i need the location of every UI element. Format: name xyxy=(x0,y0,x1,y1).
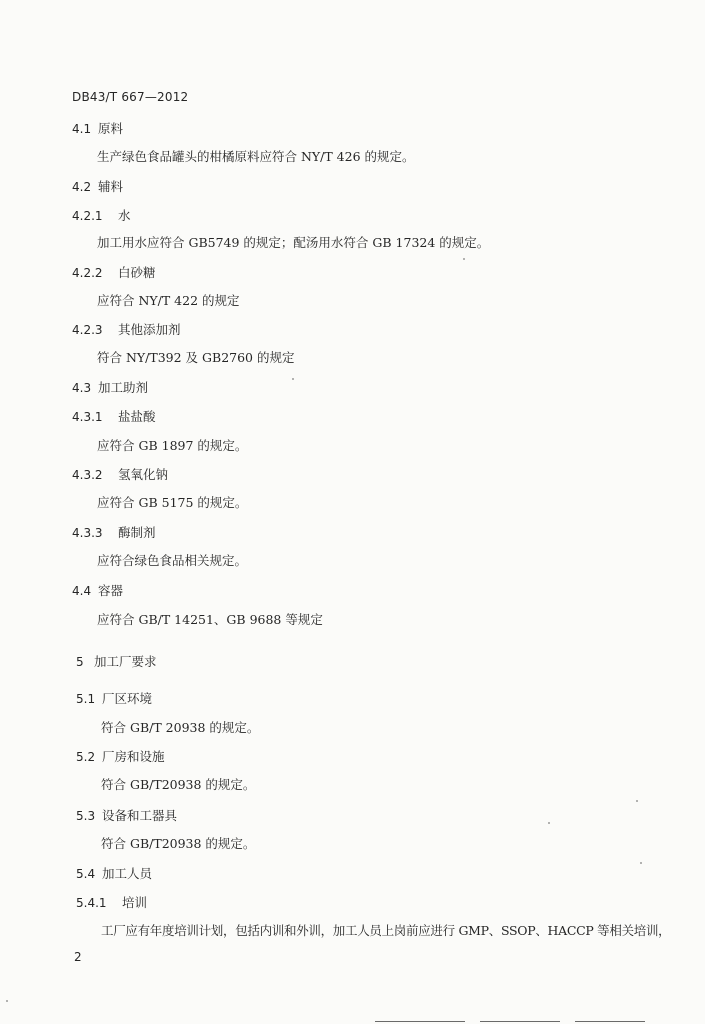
standard-number-header: DB43/T 667—2012 xyxy=(72,90,189,104)
section-title: 厂区环境 xyxy=(102,691,153,706)
section-title: 原料 xyxy=(98,121,124,136)
section-title: 容器 xyxy=(98,583,124,598)
section-heading xyxy=(72,465,168,483)
section-number: 5 xyxy=(76,655,84,669)
section-heading xyxy=(72,119,123,137)
section-title: 酶制剂 xyxy=(118,525,156,540)
page-number: 2 xyxy=(74,950,82,964)
section-heading xyxy=(76,747,165,765)
section-number: 5.4 xyxy=(76,867,96,881)
section-heading xyxy=(76,864,152,882)
section-number: 4.3 xyxy=(72,381,92,395)
section-title: 厂房和设施 xyxy=(102,749,165,764)
paragraph: 生产绿色食品罐头的柑橘原料应符合 NY/T 426 的规定。 xyxy=(97,149,415,164)
section-number: 5.4.1 xyxy=(76,896,107,910)
scan-speck xyxy=(292,378,294,380)
scan-speck xyxy=(548,822,550,824)
section-title: 其他添加剂 xyxy=(118,322,181,337)
scan-artifact-line xyxy=(375,1021,465,1022)
paragraph: 应符合绿色食品相关规定。 xyxy=(97,553,248,568)
paragraph: 应符合 GB 5175 的规定。 xyxy=(97,495,248,510)
section-title: 辅料 xyxy=(98,179,124,194)
section-title: 加工厂要求 xyxy=(94,654,157,669)
section-title: 加工助剂 xyxy=(98,380,149,395)
section-heading xyxy=(76,806,177,824)
scan-speck xyxy=(636,800,638,802)
scan-speck xyxy=(463,258,465,260)
scan-artifact-line xyxy=(575,1021,645,1022)
paragraph: 符合 GB/T20938 的规定。 xyxy=(101,836,256,851)
section-number: 4.2 xyxy=(72,180,92,194)
scan-speck xyxy=(640,862,642,864)
paragraph: 符合 NY/T392 及 GB2760 的规定 xyxy=(97,350,295,365)
scan-speck xyxy=(6,1000,8,1002)
section-heading xyxy=(72,581,123,599)
section-title: 设备和工器具 xyxy=(102,808,178,823)
section-heading xyxy=(76,893,147,911)
paragraph: 符合 GB/T 20938 的规定。 xyxy=(101,720,260,735)
paragraph: 工厂应有年度培训计划，包括内训和外训，加工人员上岗前应进行 GMP、SSOP、HACCP 等相关培训， xyxy=(101,923,671,938)
section-number: 4.4 xyxy=(72,584,92,598)
chapter-heading xyxy=(76,652,157,670)
section-number: 5.1 xyxy=(76,692,96,706)
section-title: 白砂糖 xyxy=(118,265,156,280)
section-number: 4.2.2 xyxy=(72,266,103,280)
section-heading xyxy=(72,407,156,425)
paragraph: 加工用水应符合 GB5749 的规定；配汤用水符合 GB 17324 的规定。 xyxy=(97,235,490,250)
section-number: 4.2.1 xyxy=(72,209,103,223)
section-heading xyxy=(76,689,152,707)
section-title: 氢氧化钠 xyxy=(118,467,169,482)
section-number: 4.3.1 xyxy=(72,410,103,424)
section-title: 培训 xyxy=(122,895,148,910)
section-heading xyxy=(72,320,181,338)
section-number: 4.1 xyxy=(72,122,92,136)
section-heading xyxy=(72,523,156,541)
section-heading xyxy=(72,206,131,224)
section-number: 5.3 xyxy=(76,809,96,823)
section-number: 5.2 xyxy=(76,750,96,764)
section-number: 4.3.3 xyxy=(72,526,103,540)
section-heading xyxy=(72,263,156,281)
section-title: 加工人员 xyxy=(102,866,153,881)
section-number: 4.3.2 xyxy=(72,468,103,482)
section-heading xyxy=(72,378,148,396)
section-title: 水 xyxy=(118,208,131,223)
section-heading xyxy=(72,177,123,195)
paragraph: 符合 GB/T20938 的规定。 xyxy=(101,777,256,792)
paragraph: 应符合 GB/T 14251、GB 9688 等规定 xyxy=(97,612,323,627)
section-number: 4.2.3 xyxy=(72,323,103,337)
paragraph: 应符合 GB 1897 的规定。 xyxy=(97,438,248,453)
section-title: 盐盐酸 xyxy=(118,409,156,424)
paragraph: 应符合 NY/T 422 的规定 xyxy=(97,293,240,308)
scan-artifact-line xyxy=(480,1021,560,1022)
